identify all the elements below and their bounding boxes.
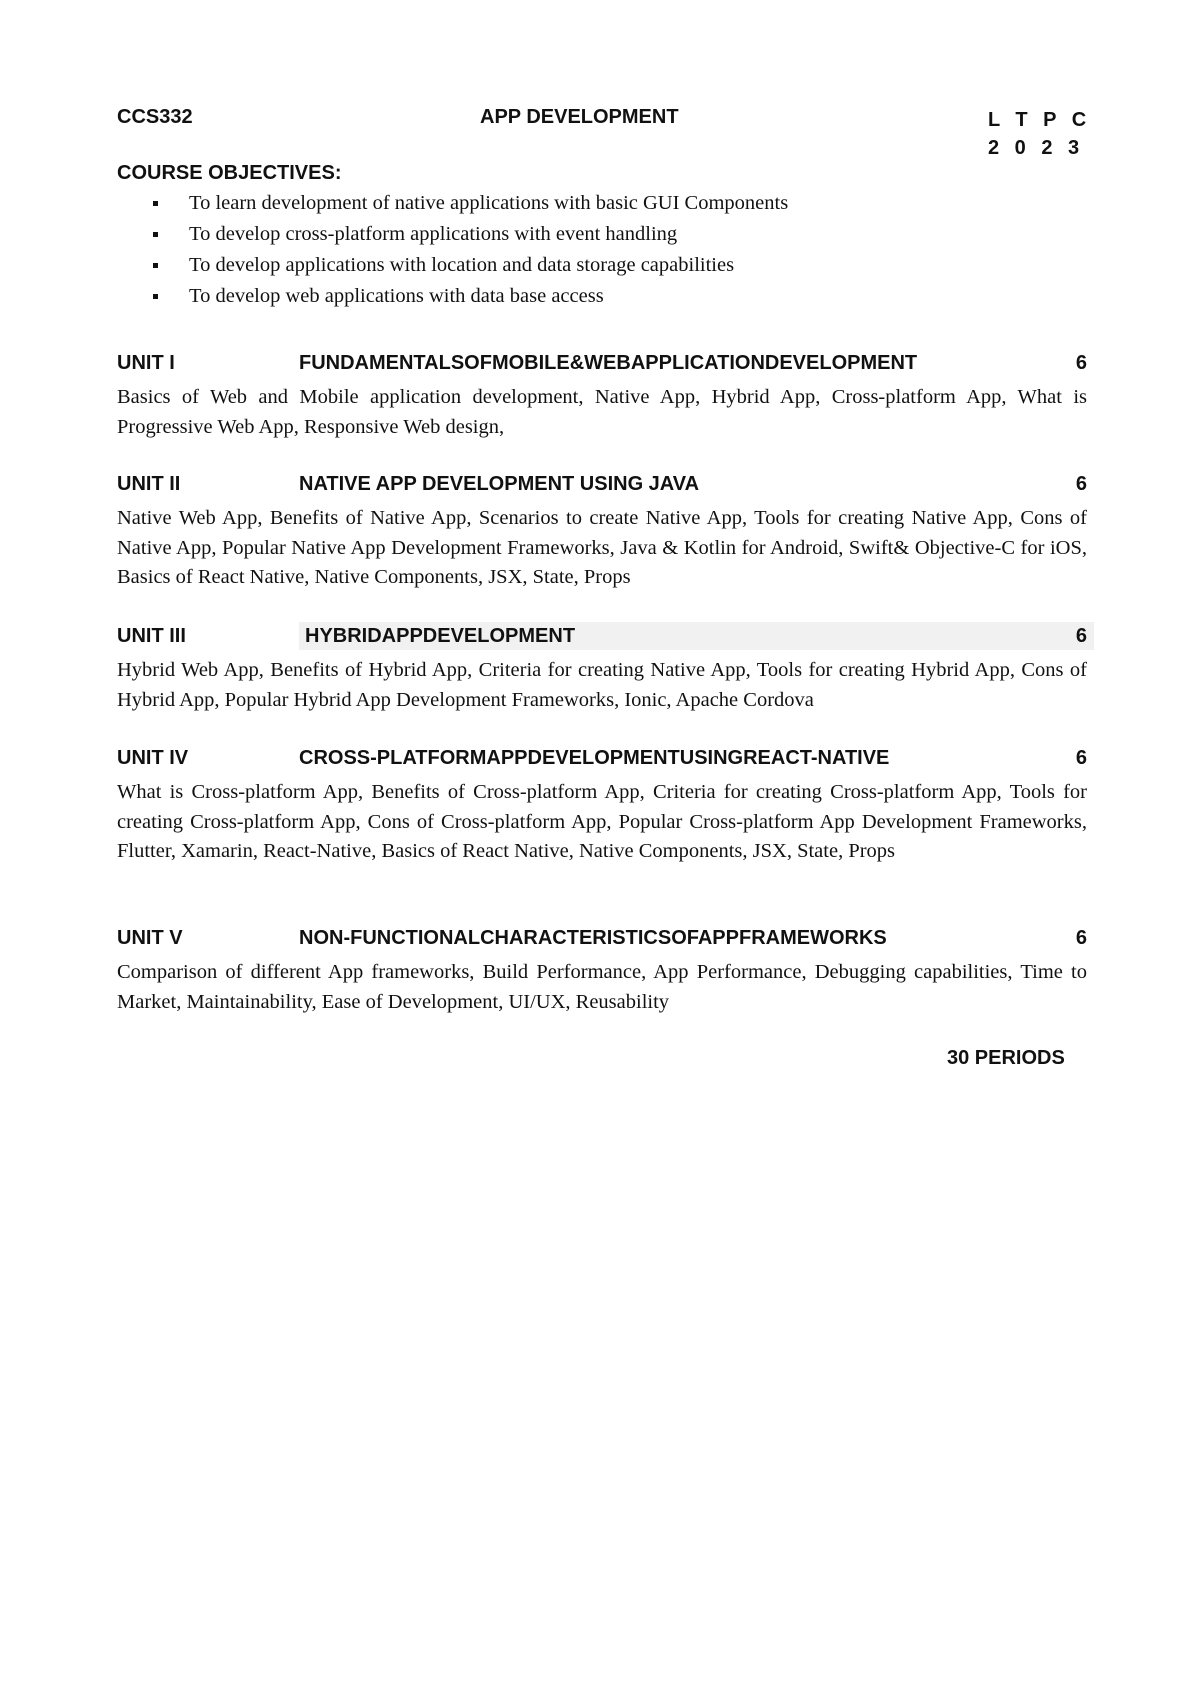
unit-label: UNIT I xyxy=(117,352,175,374)
unit-hours: 6 xyxy=(1075,352,1087,374)
ltpc-block xyxy=(988,106,1091,162)
bullet-icon xyxy=(153,232,158,237)
objective-text: To learn development of native applications with basic GUI Components xyxy=(189,192,789,214)
bullet-icon xyxy=(153,263,158,268)
unit-header xyxy=(117,625,1087,655)
unit-hours: 6 xyxy=(1075,927,1087,949)
unit-hours: 6 xyxy=(1075,747,1087,769)
unit-5 xyxy=(117,927,1087,1017)
objective-item xyxy=(150,252,788,283)
unit-description: What is Cross-platform App, Benefits of Cross-platform App, Criteria for creating Cross-platform App, Tools for creating Cross-platform App, Cons of Cross-platform App, Popular Cross-platform App Development Frameworks, Flutter, Xamarin, React-Native, Basics of React Native, Native Components, JSX, State, Props xyxy=(117,781,1087,862)
unit-2 xyxy=(117,473,1087,593)
unit-title: CROSS-PLATFORMAPPDEVELOPMENTUSINGREACT-NATIVE xyxy=(299,747,890,769)
unit-label: UNIT V xyxy=(117,927,183,949)
unit-header xyxy=(117,927,1087,957)
unit-title: NON-FUNCTIONALCHARACTERISTICSOFAPPFRAMEWORKS xyxy=(299,927,887,949)
unit-3 xyxy=(117,625,1087,715)
unit-title: NATIVE APP DEVELOPMENT USING JAVA xyxy=(299,473,700,495)
unit-label: UNIT II xyxy=(117,473,181,495)
unit-description: Native Web App, Benefits of Native App, Scenarios to create Native App, Tools for creating Native App, Cons of Native App, Popular Native App Development Frameworks, Java & Kotlin for Android, Swift& Objective-C for iOS, Basics of React Native, Native Components, JSX, State, Props xyxy=(117,507,1087,588)
unit-label: UNIT III xyxy=(117,625,186,647)
objective-text: To develop web applications with data base access xyxy=(189,285,604,307)
unit-header xyxy=(117,352,1087,382)
unit-header xyxy=(117,473,1087,503)
unit-hours: 6 xyxy=(1075,625,1087,647)
bullet-icon xyxy=(153,201,158,206)
unit-title: FUNDAMENTALSOFMOBILE&WEBAPPLICATIONDEVELOPMENT xyxy=(299,352,918,374)
unit-description: Basics of Web and Mobile application development, Native App, Hybrid App, Cross-platform App, What is Progressive Web App, Responsive Web design, xyxy=(117,386,1087,438)
unit-description: Hybrid Web App, Benefits of Hybrid App, Criteria for creating Native App, Tools for creating Hybrid App, Cons of Hybrid App, Popular Hybrid App Development Frameworks, Ionic, Apache Cordova xyxy=(117,659,1087,711)
objectives-heading: COURSE OBJECTIVES: xyxy=(117,162,342,184)
objective-text: To develop cross-platform applications with event handling xyxy=(189,223,678,245)
objectives-list xyxy=(150,190,788,314)
objective-item xyxy=(150,190,788,221)
course-code: CCS332 xyxy=(117,106,193,128)
unit-label: UNIT IV xyxy=(117,747,189,769)
course-title: APP DEVELOPMENT xyxy=(480,106,679,128)
unit-hours: 6 xyxy=(1075,473,1087,495)
objective-text: To develop applications with location and data storage capabilities xyxy=(189,254,735,276)
unit-1 xyxy=(117,352,1087,442)
objective-item xyxy=(150,283,788,314)
ltpc-labels: L T P C xyxy=(988,109,1092,131)
total-periods: 30 PERIODS xyxy=(947,1047,1065,1069)
unit-description: Comparison of different App frameworks, Build Performance, App Performance, Debugging capabilities, Time to Market, Maintainability, Ease of Development, UI/UX, Reusability xyxy=(117,961,1087,1013)
objective-item xyxy=(150,221,788,252)
unit-4 xyxy=(117,747,1087,867)
bullet-icon xyxy=(153,294,158,299)
unit-title: HYBRIDAPPDEVELOPMENT xyxy=(305,625,576,647)
ltpc-values: 2 0 2 3 xyxy=(988,137,1085,159)
unit-header xyxy=(117,747,1087,777)
